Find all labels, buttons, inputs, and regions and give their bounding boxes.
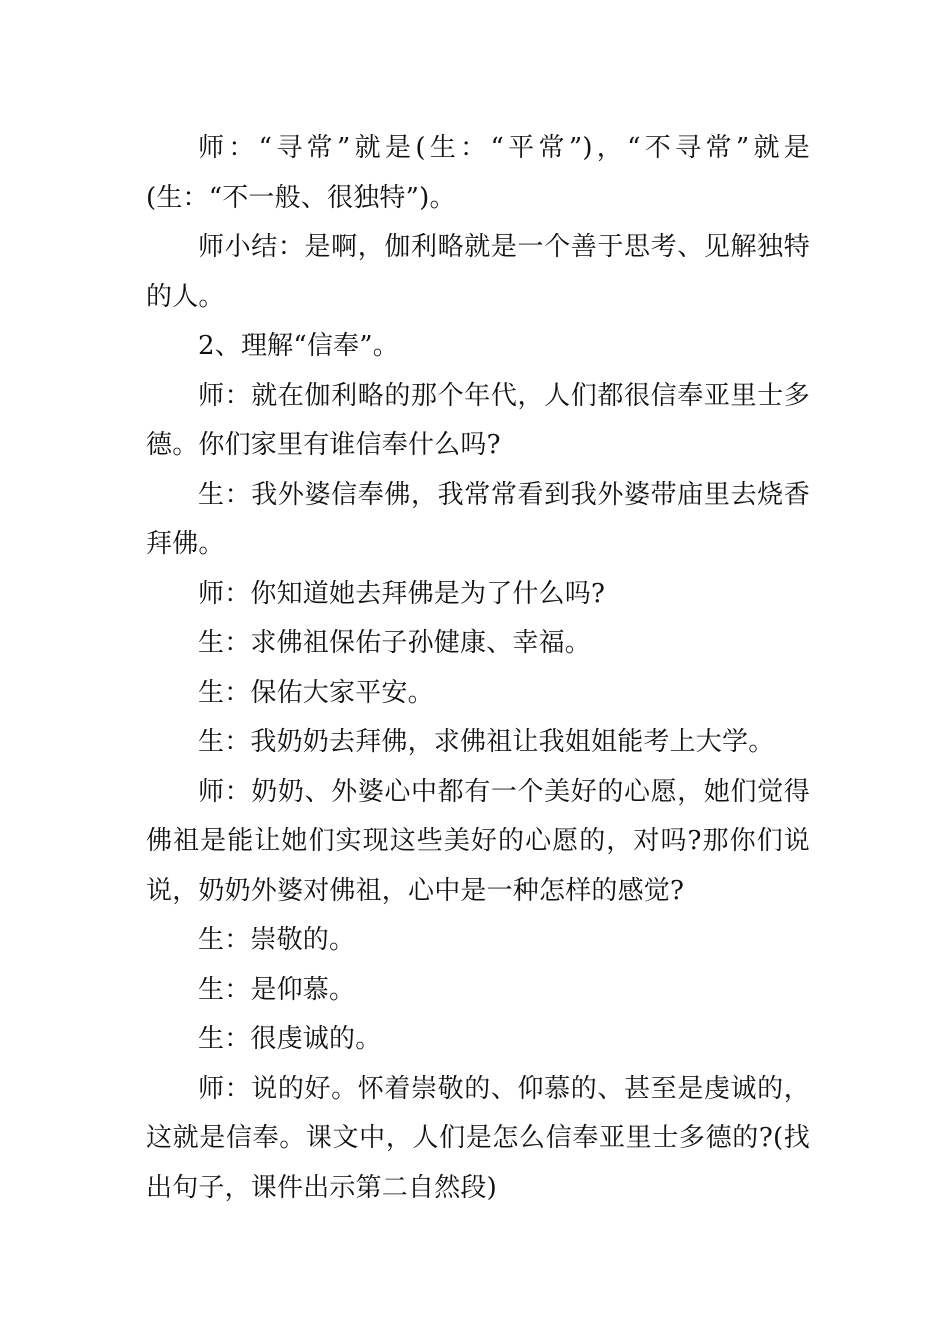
paragraph: 师：就在伽利略的那个年代，人们都很信奉亚里士多德。你们家里有谁信奉什么吗?: [146, 380, 810, 460]
paragraph: 生：我奶奶去拜佛，求佛祖让我姐姐能考上大学。: [198, 727, 775, 757]
paragraph: 2、理解“信奉”。: [198, 331, 399, 361]
paragraph: 师：“寻常”就是(生：“平常”)，“不寻常”就是(生：“不一般、很独特”)。: [146, 133, 810, 213]
paragraph: 生：求佛祖保佑子孙健康、幸福。: [198, 628, 592, 658]
paragraph: 师：你知道她去拜佛是为了什么吗?: [198, 578, 606, 609]
paragraph: 生：保佑大家平安。: [198, 677, 434, 708]
paragraph: 师：奶奶、外婆心中都有一个美好的心愿，她们觉得佛祖是能让她们实现这些美好的心愿的，对吗?那你们说说，奶奶外婆对佛祖，心中是一种怎样的感觉?: [146, 776, 810, 906]
paragraph: 师小结：是啊，伽利略就是一个善于思考、见解独特的人。: [146, 232, 810, 312]
paragraph: 生：是仰慕。: [198, 974, 356, 1005]
paragraph: 生：很虔诚的。: [198, 1024, 382, 1054]
document-body: [146, 124, 810, 1213]
paragraph: 生：崇敬的。: [198, 925, 356, 955]
paragraph: 生：我外婆信奉佛，我常常看到我外婆带庙里去烧香拜佛。: [146, 479, 810, 559]
paragraph: 师：说的好。怀着崇敬的、仰慕的、甚至是虔诚的，这就是信奉。课文中，人们是怎么信奉亚里士多德的?(找出句子，课件出示第二自然段): [146, 1073, 810, 1203]
